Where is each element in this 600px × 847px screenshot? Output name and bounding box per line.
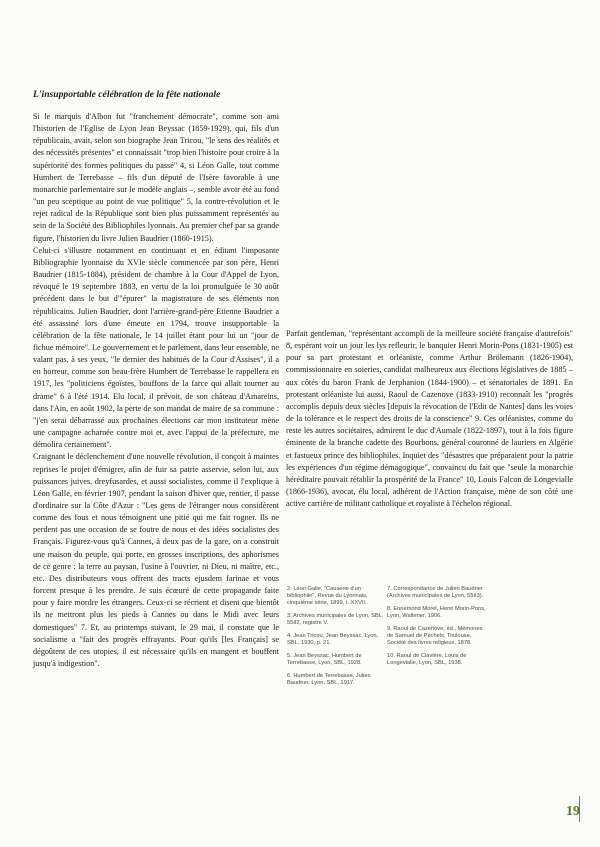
- paragraph-3: Craignant le déclenchement d'une nouvelle révolution, il conçoit à maintes reprises le projet d'émigrer, afin de fuir sa patrie asservie, selon lui, aux puissances juives, dreyfusardes, et aussi socialistes, comme il l'explique à Léon Galle, en février 1907, pendant la saison d'hiver que, rentier, il passe d'ordinaire sur la Côte d'Azur : "Les gens de l'étranger nous considèrent comme des fous et nous témoignent une pitié qui me fait rogner. Ils ne perdent pas une occasion de se foutre de nous et des idées socialistes des Français. Figurez-vous qu'à Cannes, à deux pas de la gare, on a construit une maison du peuple, qui porte, en grosses inscriptions, des aphorismes de ce genre : la terre au paysan, l'usine à l'ouvrier, ni Dieu, ni maître, etc., etc. Des distributeurs vous offrent des tracts ejusdem farinae et vous forcent presque à les prendre. Je suis écœuré de cette propagande faite pour y faire mordre les étrangers. Ceux-ci se récrient et disent que bientôt ils ne mettront plus les pieds à Cannes ou dans le Midi avec leurs domestiques" 7. Et, au printemps suivant, le 29 mai, il constate que le socialisme a "fait des progrès effrayants. Pour qu'ils [les Français] se dégoûtent de ces utopies, il est nécessaire qu'ils en mangent et bouffent jusqu'à indigestion".: [33, 452, 279, 669]
- paragraph-1: Si le marquis d'Albon fut "franchement démocrate", comme son ami l'historien de l'Eglise de Lyon Jean Beyssac (1859-1929), qui, fils d'un républicain, avait, selon son biographe Jean Tricou, "le sens des réalités et des nécessités présentes" et connaissait "trop bien l'histoire pour croire à la supériorité des formes politiques du passé" 4, si Léon Galle, tout comme Humbert de Terrebasse – fils d'un député de l'Isère favorable à une monarchie parlementaire sur le modèle anglais –, semble avoir été au fond "un peu sceptique au point de vue politique" 5, la contre-révolution et le rejet radical de la République sont bien plus puissamment représentés au sein de la Société des Bibliophiles lyonnais. Au premier chef par sa grande figure, l'historien du livre Julien Baudrier (1860-1915).: [33, 112, 279, 243]
- footnote: 5. Jean Beyssac, Humbert de Terrebasse, Lyon, SBL, 1928.: [287, 653, 362, 666]
- paragraph-2: Celui-ci s'illustre notamment en continuant et en éditant l'imposante Bibliographie lyonnaise du XVIe siècle commencée par son père, Henri Baudrier (1815-1884), président de chambre à la Cour d'Appel de Lyon, révoqué le 19 septembre 1883, en vertu de la loi promulguée le 30 août précédent dans le but d'"épurer" la magistrature de ses éléments non républicains. Julien Baudrier, dont l'arrière-grand-père Etienne Baudrier a été assassiné lors d'une émeute en 1794, trouve insupportable la célébration de la fête nationale, le 14 juillet étant pour lui un "jour de fichue mémoire". Le gouvernement et le parlement, dans leur ensemble, ne valant pas, à ses yeux, "le dernier des habitués de la Cour d'Assises", il a en horreur, comme son beau-frère Humbert de Terrebasse le rappellera en 1917, les "politiciens égoïstes, bouffons de la farce qui allait tourner au drame" 6 à l'été 1914. Elu local, il prévoit, de son château d'Amareins, dans l'Ain, en août 1902, la perte de son mandat de maire de sa commune : "j'en serai débarrassé aux prochaines élections car mon instituteur mène une campagne acharnée contre moi et, avec l'appui de la préfecture, me démolira certainement".: [33, 245, 279, 450]
- right-column: [286, 328, 573, 510]
- footnote: 8. Ennemond Morel, Henri Morin-Pons, Lyon, Waltener, 1906.: [387, 606, 486, 619]
- footnotes-right: [387, 586, 487, 673]
- paragraph-right: Parfait gentleman, "représentant accompli de la meilleure société française d'autrefois" 8, espérant voir un jour les lys refleurir, le banquier Henri Morin-Pons (1831-1905) est pour sa part protestant et orléaniste, comme Arthur Brölemann (1826-1904), commissionnaire en soieries, candidat malheureux aux élections législatives de 1885 – aux côtés du baron Frank de Jerphanion (1844-1900) – et sénatoriales de 1891. En protestant orléaniste lui aussi, Raoul de Cazenove (1833-1910) reconnaît les "progrès accomplis depuis deux siècles [depuis la révocation de l'Edit de Nantes] dans les voies de la tolérance et le respect des droits de la conscience" 9. Ces orléanistes, comme du reste les autres sociétaires, admirent le duc d'Aumale (1822-1897), tout à la fois figure éminente de la branche cadette des Bourbons, général couronné de lauriers en Algérie et fastueux prince des bibliophiles. Inquiet des "désastres que préparaient pour la patrie les expériences d'un régime démagogique", convaincu du fait que "seule la monarchie héréditaire pouvait rétablir la prospérité de la France" 10, Louis Falcon de Longevialle (1866-1936), avocat, élu local, adhérent de l'Action française, mène de son côté une active carrière de militant catholique et royaliste à l'échelon régional.: [286, 329, 573, 509]
- footnote: 7. Correspondance de Julien Baudrier (Archives municipales de Lyon, 55II3).: [387, 586, 484, 599]
- footnote: 2. Léon Galle, "Causerie d'un bibliophile", Revue du Lyonnais, cinquième série, 1899, t. XXVII.: [287, 586, 368, 606]
- footnote: 6. Humbert de Terrebasse, Julien Baudrier, Lyon, SBL, 1917.: [287, 673, 371, 686]
- footnote: 10. Raoul de Clavière, Louis de Longevialle, Lyon, SBL, 1938.: [387, 653, 467, 666]
- footnote: 4. Jean Tricou, Jean Beyssac, Lyon, SBL, 1930, p. 21.: [287, 633, 379, 646]
- page-number: 19: [566, 804, 580, 819]
- left-column: [33, 111, 279, 670]
- footnotes-left: [287, 586, 387, 693]
- footnote: 9. Raoul de Cazenove, éd., Mémoires de Samuel de Péchels, Toulouse, Société des livres religieux, 1878.: [387, 626, 483, 646]
- article-heading: L'insupportable célébration de la fête nationale: [33, 89, 221, 100]
- footnote: 3. Archives municipales de Lyon, SBL, 55II2, registre V.: [287, 613, 384, 626]
